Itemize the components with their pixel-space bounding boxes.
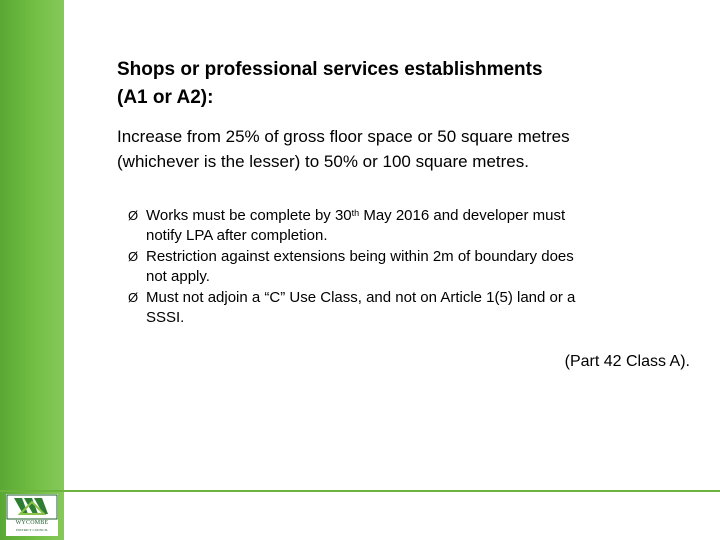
bullet-2-line-2: not apply. [146,268,210,285]
bullet-1-text-before: Works must be complete by 30 [146,207,352,224]
bullet-3-line-1: Must not adjoin a “C” Use Class, and not on Article 1(5) land or a [146,289,576,306]
logo-name-text: WYCOMBE [15,520,49,526]
legislation-reference: (Part 42 Class A). [564,353,690,370]
heading-line-2: (A1 or A2): [117,87,214,108]
intro-line-1: Increase from 25% of gross floor space or 50 square metres [117,127,570,146]
arrow-bullet-icon: Ø [128,208,139,223]
bullet-1-line-2: notify LPA after completion. [146,227,328,244]
intro-paragraph [117,124,697,174]
bullet-1-superscript: th [351,208,360,218]
list-item [128,206,688,246]
arrow-bullet-icon: Ø [128,249,139,264]
list-item [128,288,688,328]
footer-divider [0,490,720,492]
bullet-3-line-2: SSSI. [146,309,185,326]
heading-line-1: Shops or professional services establishments [117,59,543,80]
logo-subtitle-text: DISTRICT COUNCIL [15,528,49,532]
arrow-bullet-icon: Ø [128,290,139,305]
green-side-bar [0,0,64,540]
council-logo [6,494,58,536]
intro-line-2: (whichever is the lesser) to 50% or 100 square metres. [117,152,529,171]
logo-emblem-icon [6,494,58,520]
list-item [128,247,688,287]
bullet-1-text-after: May 2016 and developer must [359,207,566,224]
bullet-1-line-1 [146,206,688,226]
conditions-list [128,206,688,329]
bullet-2-line-1: Restriction against extensions being within 2m of boundary does [146,248,574,265]
slide-heading [117,56,697,112]
